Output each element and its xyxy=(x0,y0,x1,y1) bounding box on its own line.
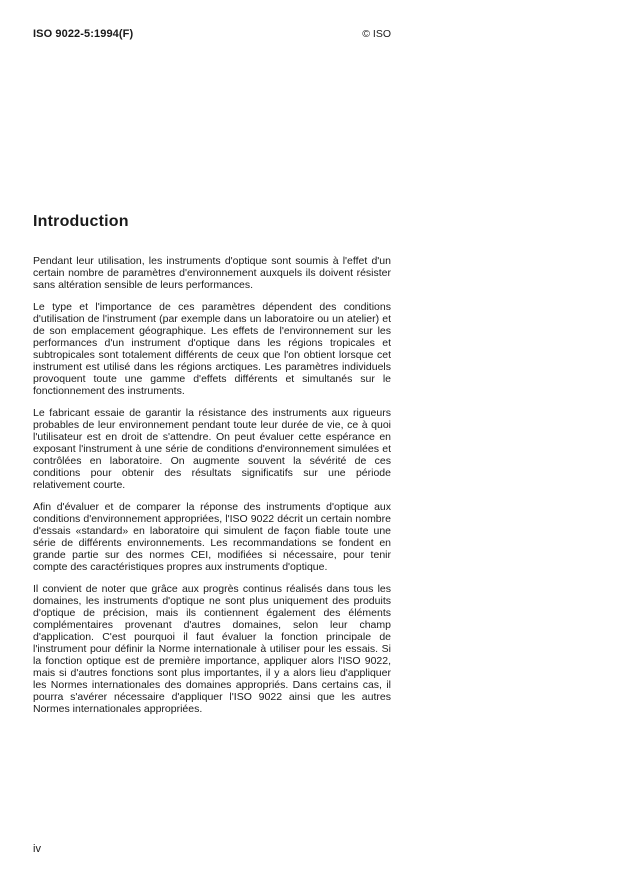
intro-paragraph-5: Il convient de noter que grâce aux progrès continus réalisés dans tous les domaines, les instruments d'optique ne sont plus uniquement des produits d'optique de précision, mais ils contiennent également des éléments complémentaires provenant d'autres domaines, selon leur champ d'application. C'est pourquoi il faut évaluer la fonction principale de l'instrument pour définir la Norme internationale à utiliser pour les essais. Si la fonction optique est de première importance, appliquer alors l'ISO 9022, mais si d'autres fonctions sont plus importantes, il y a alors lieu d'appliquer les Normes internationales des domaines appropriés. Dans certains cas, il pourra s'avérer nécessaire d'appliquer l'ISO 9022 ainsi que les autres Normes internationales appropriées. xyxy=(33,583,391,715)
page-footer xyxy=(33,843,41,855)
intro-paragraph-1: Pendant leur utilisation, les instruments d'optique sont soumis à l'effet d'un certain nombre de paramètres d'environnement auxquels ils doivent résister sans altération sensible de leurs performances. xyxy=(33,255,391,291)
introduction-section xyxy=(33,213,391,725)
page-header xyxy=(33,28,391,40)
intro-paragraph-2: Le type et l'importance de ces paramètres dépendent des conditions d'utilisation de l'instrument (par exemple dans un laboratoire ou un atelier) et de son emplacement géographique. Les effets de l'environnement sur les performances d'un instrument d'optique dans les régions tropicales et subtropicales sont totalement différents de ceux que l'on obtient lorsque cet instrument est utilisé dans les régions arctiques. Les paramètres individuels provoquent toute une gamme d'effets différents et simultanés sur le fonctionnement des instruments. xyxy=(33,301,391,397)
intro-paragraph-4: Afin d'évaluer et de comparer la réponse des instruments d'optique aux conditions d'environnement appropriées, l'ISO 9022 décrit un certain nombre d'essais «standard» en laboratoire qui simulent de façon fiable toute une série de différents environnements. Les recommandations se fondent en grande partie sur des normes CEI, modifiées si nécessaire, pour tenir compte des caractéristiques propres aux instruments d'optique. xyxy=(33,501,391,573)
intro-paragraph-3: Le fabricant essaie de garantir la résistance des instruments aux rigueurs probables de leur environnement pendant toute leur durée de vie, ce à quoi l'utilisateur est en droit de s'attendre. On peut évaluer cette espérance en exposant l'instrument à une série de conditions d'environnement simulées et contrôlées en laboratoire. On augmente souvent la sévérité de ces conditions pour obtenir des résultats significatifs sur une période relativement courte. xyxy=(33,407,391,491)
copyright-notice: © ISO xyxy=(362,28,391,40)
page-number: iv xyxy=(33,843,41,855)
section-title: Introduction xyxy=(33,213,129,230)
document-number: ISO 9022-5:1994(F) xyxy=(33,28,134,40)
